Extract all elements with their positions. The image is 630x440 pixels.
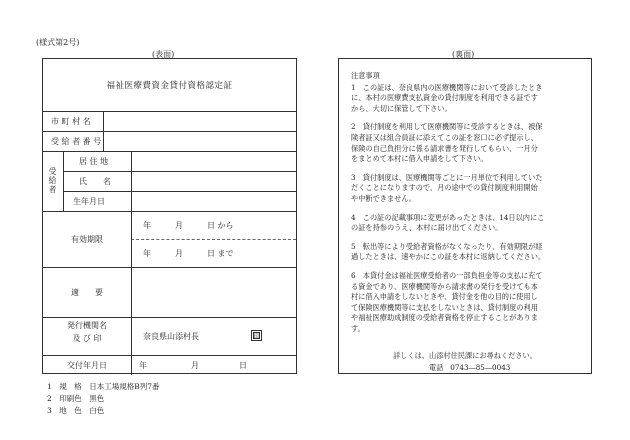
issue-day: 日	[239, 360, 247, 370]
note-line: 2 貸付制度を利用して医療機関等に受診するときは、被保	[351, 122, 543, 132]
note-line: 村に借入申請をしないときや、貸付金を他の目的に使用し	[351, 292, 538, 302]
spec-size: 1 規 格 日本工場規格B列7番	[47, 382, 160, 391]
note-line: 過したときは、速やかにこの証を本村に返納してください。	[351, 252, 546, 262]
name-label: 氏 名	[79, 176, 111, 186]
back-side-label: (裏面)	[452, 50, 475, 59]
note-item	[351, 173, 583, 205]
validity-label: 有効期限	[71, 234, 103, 244]
spec-print-color: 2 印刷色 黒色	[47, 394, 105, 403]
issue-date-label: 交付年月日	[67, 360, 107, 370]
contact-line: 詳しくは、山添村住民課にお尋ねください。	[393, 351, 537, 360]
back-card	[338, 58, 592, 374]
note-line: 6 本貸付金は福祉医療受給者の一部負担金等の支払に充て	[351, 270, 543, 280]
note-line: の証を持参のうえ、本村に届け出てください。	[351, 223, 503, 233]
note-item	[351, 242, 583, 263]
column-divider	[131, 151, 132, 375]
note-line: 4 この証の記載事項に変更があったときは、14日以内にこ	[351, 212, 545, 222]
address-label: 居 住 地	[79, 156, 109, 166]
note-line: や福祉医療助成制度の受給者資格を停止することがありま	[351, 313, 538, 323]
validity-from: 年 月 日 から	[143, 220, 234, 230]
column-divider	[63, 151, 64, 211]
notes-heading: 注意事項	[351, 71, 380, 80]
note-line: だくことになりますので、月の途中での貸付制度利用開始	[351, 183, 538, 193]
note-line: 険者証又は組合員証に添えてこの証を窓口に必ず提示し、	[351, 132, 538, 142]
birthdate-label: 生年月日	[73, 196, 105, 206]
issuer-label-line1: 発行機関名	[67, 321, 107, 330]
note-line: 保険の自己負担分に係る請求書を発行してもらい、一月分	[351, 143, 538, 153]
note-line: や中断できません。	[351, 193, 417, 203]
note-line: に、本村の医療費支払資金の貸付制度を利用できる証です	[351, 93, 538, 103]
note-item	[351, 271, 583, 335]
note-line: 1 この証は、奈良県内の医療機関等において受診したとき	[351, 82, 543, 92]
note-line: す。	[351, 323, 365, 333]
summary-label: 適 要	[71, 287, 103, 297]
note-item	[351, 122, 583, 164]
official-seal-icon: 印	[251, 330, 262, 341]
issuer-name: 奈良県山添村長	[143, 331, 199, 341]
note-item	[351, 83, 583, 115]
phone-number: 0743―85―0043	[450, 363, 511, 372]
front-card	[42, 58, 297, 374]
phone-line	[429, 363, 510, 373]
note-line: る資金であり、医療機関等から請求書の発行を受けても本	[351, 281, 538, 291]
recipient-number-label: 受 給 者 番 号	[51, 136, 102, 146]
note-line: をまとめて本村に借入申請をして下さい。	[351, 154, 488, 164]
issue-month: 月	[191, 360, 199, 370]
issue-year: 年	[139, 360, 147, 370]
certificate-title: 福祉医療費資金貸付資格認定証	[106, 81, 233, 91]
note-line: から、大切に保管して下さい。	[351, 103, 452, 113]
notes-section	[351, 71, 583, 342]
note-item	[351, 213, 583, 234]
note-line: 3 貸付制度は、医療機関等ごとに一月単位で利用していた	[351, 172, 543, 182]
phone-label: 電話	[429, 363, 444, 372]
municipality-label: 市 町 村 名	[51, 116, 91, 126]
spec-background-color: 3 地 色 白色	[47, 406, 105, 415]
note-line: て保険医療機関等に支払をしないときは、貸付制度の利用	[351, 302, 538, 312]
form-number: (様式第2号)	[36, 38, 80, 47]
column-divider	[103, 111, 104, 151]
front-side-label: (表面)	[152, 50, 175, 59]
note-line: 5 転出等により受給者資格がなくなったり、有効期限が経	[351, 241, 543, 251]
validity-to: 年 月 日 まで	[143, 248, 234, 258]
recipient-group-label: 受給者	[48, 167, 57, 194]
issuer-label-line2: 及 び 印	[72, 334, 102, 343]
